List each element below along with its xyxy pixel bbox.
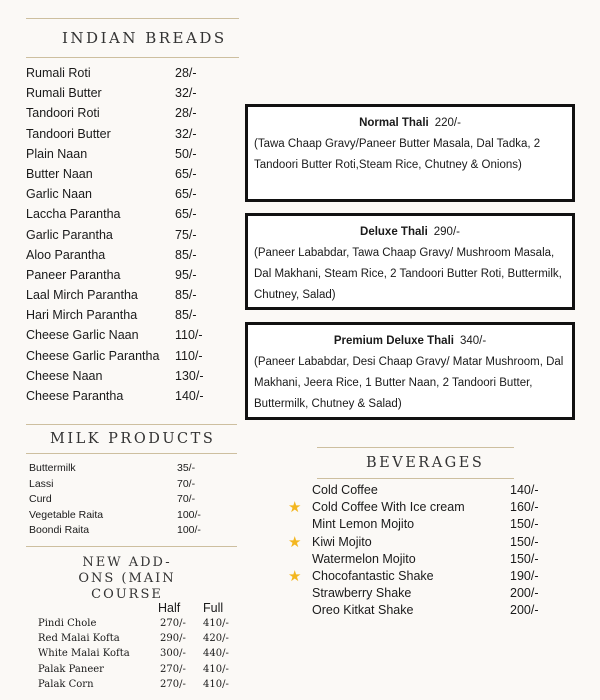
item-price: 150/- <box>510 551 539 566</box>
menu-item <box>29 493 229 509</box>
item-name: Palak Paneer <box>38 663 104 675</box>
item-name: Mint Lemon Mojito <box>312 517 415 532</box>
item-name: Kiwi Mojito <box>312 534 372 549</box>
thali-name: Deluxe Thali <box>360 226 428 238</box>
bev-rule-bottom <box>317 478 514 479</box>
menu-item <box>26 308 226 328</box>
item-name: Curd <box>29 493 52 505</box>
item-price-half: 300/- <box>160 648 186 660</box>
item-name: Chocofantastic Shake <box>312 568 434 583</box>
thali-description: (Tawa Chaap Gravy/Paneer Butter Masala, Dal Tadka, 2 Tandoori Butter Roti,Steam Rice, Chutney & Onions) <box>254 138 541 171</box>
menu-item <box>26 127 226 147</box>
milk-list <box>29 462 229 540</box>
item-name: White Malai Kofta <box>38 648 130 660</box>
item-name: Rumali Roti <box>26 66 91 80</box>
item-name: Cold Coffee <box>312 483 378 497</box>
menu-item <box>26 328 226 348</box>
item-price: 65/- <box>175 207 197 222</box>
menu-item <box>26 268 226 288</box>
item-price: 85/- <box>175 247 197 262</box>
item-price: 100/- <box>177 508 201 521</box>
item-price-full: 410/- <box>203 678 229 690</box>
menu-item <box>286 569 586 586</box>
addons-section-title: NEW ADD- ONS (MAIN COURSE <box>78 555 176 602</box>
item-price: 200/- <box>510 603 539 618</box>
menu-item <box>26 167 226 187</box>
addons-rule-top <box>26 546 237 547</box>
item-name: Cheese Garlic Naan <box>26 328 139 343</box>
item-name: Garlic Naan <box>26 187 92 202</box>
item-price-half: 270/- <box>160 663 186 675</box>
item-name: Cheese Naan <box>26 368 103 383</box>
item-name: Garlic Parantha <box>26 227 113 242</box>
menu-item <box>38 633 258 648</box>
item-price: 65/- <box>175 187 197 202</box>
bev-rule-top <box>317 447 514 448</box>
item-price: 110/- <box>175 328 203 343</box>
menu-item <box>286 586 586 603</box>
item-name: Cheese Garlic Parantha <box>26 348 160 363</box>
item-name: Boondi Raita <box>29 524 90 536</box>
menu-item <box>26 248 226 268</box>
item-price: 70/- <box>177 493 196 505</box>
milk-rule-top <box>26 424 237 425</box>
item-price-full: 410/- <box>203 618 229 629</box>
item-name: Strawberry Shake <box>312 586 412 601</box>
beverages-list <box>286 483 586 621</box>
menu-item <box>38 679 258 694</box>
thali-card-normal <box>245 104 575 202</box>
menu-item <box>286 483 586 500</box>
breads-rule-top <box>26 18 239 19</box>
item-name: Vegetable Raita <box>29 508 104 521</box>
milk-rule-bottom <box>26 453 237 454</box>
menu-item <box>286 603 586 620</box>
star-icon: ★ <box>288 533 302 551</box>
menu-item <box>38 618 258 633</box>
item-name: Red Malai Kofta <box>38 633 120 645</box>
item-price: 150/- <box>510 534 539 549</box>
menu-item <box>286 535 586 552</box>
item-name: Cold Coffee With Ice cream <box>312 500 465 515</box>
item-name: Laccha Parantha <box>26 207 121 222</box>
menu-item <box>26 369 226 389</box>
thali-price: 220/- <box>434 117 461 129</box>
star-icon: ★ <box>288 567 302 585</box>
addons-list <box>38 618 258 694</box>
item-price: 28/- <box>175 106 197 121</box>
menu-item <box>26 389 226 409</box>
menu-item <box>286 500 586 517</box>
item-price: 65/- <box>175 166 197 181</box>
menu-item <box>26 106 226 126</box>
item-name: Oreo Kitkat Shake <box>312 603 414 618</box>
menu-item <box>38 664 258 679</box>
item-name: Buttermilk <box>29 462 76 474</box>
menu-item <box>286 552 586 569</box>
item-price-full: 420/- <box>203 633 229 645</box>
star-icon: ★ <box>288 499 302 517</box>
item-name: Laal Mirch Parantha <box>26 288 138 303</box>
item-price: 130/- <box>175 368 204 383</box>
item-price: 35/- <box>177 462 196 474</box>
milk-section-title: MILK PRODUCTS <box>50 431 216 447</box>
menu-item <box>29 509 229 525</box>
item-name: Cheese Parantha <box>26 389 124 403</box>
item-name: Watermelon Mojito <box>312 551 416 566</box>
item-price: 50/- <box>175 146 197 161</box>
item-price-full: 440/- <box>203 648 229 660</box>
item-price: 140/- <box>510 483 539 497</box>
item-name: Pindi Chole <box>38 618 97 629</box>
item-price-half: 270/- <box>160 678 186 690</box>
item-name: Tandoori Roti <box>26 106 100 121</box>
item-price: 70/- <box>177 477 196 490</box>
thali-price: 340/- <box>459 335 487 347</box>
beverages-section-title: BEVERAGES <box>366 455 485 471</box>
menu-item <box>26 147 226 167</box>
thali-title <box>254 331 566 352</box>
menu-item <box>29 462 229 478</box>
item-price: 140/- <box>175 389 204 403</box>
breads-rule-bottom <box>26 57 239 58</box>
thali-title <box>254 113 566 134</box>
menu-item <box>26 288 226 308</box>
item-price: 110/- <box>175 348 203 363</box>
item-name: Lassi <box>29 477 54 490</box>
item-price: 190/- <box>510 568 539 583</box>
menu-item <box>26 349 226 369</box>
item-price: 85/- <box>175 308 197 323</box>
thali-price: 290/- <box>433 226 460 238</box>
item-price: 95/- <box>175 267 197 282</box>
thali-title <box>254 222 566 243</box>
item-price-half: 290/- <box>160 633 186 645</box>
menu-item <box>26 228 226 248</box>
item-price: 150/- <box>510 517 539 532</box>
thali-card-deluxe <box>245 213 575 310</box>
addons-col-half: Half <box>158 601 181 615</box>
menu-item <box>286 517 586 534</box>
item-price: 200/- <box>510 586 539 601</box>
menu-item <box>26 86 226 106</box>
addons-col-full: Full <box>203 601 224 615</box>
item-name: Hari Mirch Parantha <box>26 308 138 323</box>
item-name: Palak Corn <box>38 678 94 690</box>
item-price: 100/- <box>177 524 201 536</box>
item-price-full: 410/- <box>203 663 229 675</box>
item-price: 28/- <box>175 66 197 80</box>
item-name: Tandoori Butter <box>26 126 111 141</box>
breads-list <box>26 66 226 409</box>
item-name: Paneer Parantha <box>26 267 121 282</box>
item-price: 75/- <box>175 227 197 242</box>
thali-name: Normal Thali <box>359 117 429 129</box>
menu-item <box>26 207 226 227</box>
thali-description: (Paneer Lababdar, Desi Chaap Gravy/ Matar Mushroom, Dal Makhani, Jeera Rice, 1 Butter Naan, 2 Tandoori Butter, Buttermilk, Chutney & Salad) <box>254 356 564 410</box>
item-price: 32/- <box>175 86 197 101</box>
item-price: 160/- <box>510 500 539 515</box>
thali-card-premium <box>245 322 575 420</box>
item-price: 32/- <box>175 126 197 141</box>
item-name: Aloo Parantha <box>26 247 106 262</box>
menu-item <box>29 478 229 494</box>
menu-item <box>26 66 226 86</box>
item-price-half: 270/- <box>160 618 186 629</box>
item-name: Rumali Butter <box>26 86 102 101</box>
menu-item <box>38 648 258 663</box>
item-price: 85/- <box>175 288 197 303</box>
thali-name: Premium Deluxe Thali <box>333 335 454 347</box>
menu-item <box>26 187 226 207</box>
breads-section-title: INDIAN BREADS <box>62 29 227 47</box>
item-name: Butter Naan <box>26 166 93 181</box>
item-name: Plain Naan <box>26 146 88 161</box>
thali-description: (Paneer Lababdar, Tawa Chaap Gravy/ Mushroom Masala, Dal Makhani, Steam Rice, 2 Tandoori Butter Roti, Buttermilk, Chutney, Salad) <box>254 247 562 301</box>
menu-item <box>29 524 229 540</box>
